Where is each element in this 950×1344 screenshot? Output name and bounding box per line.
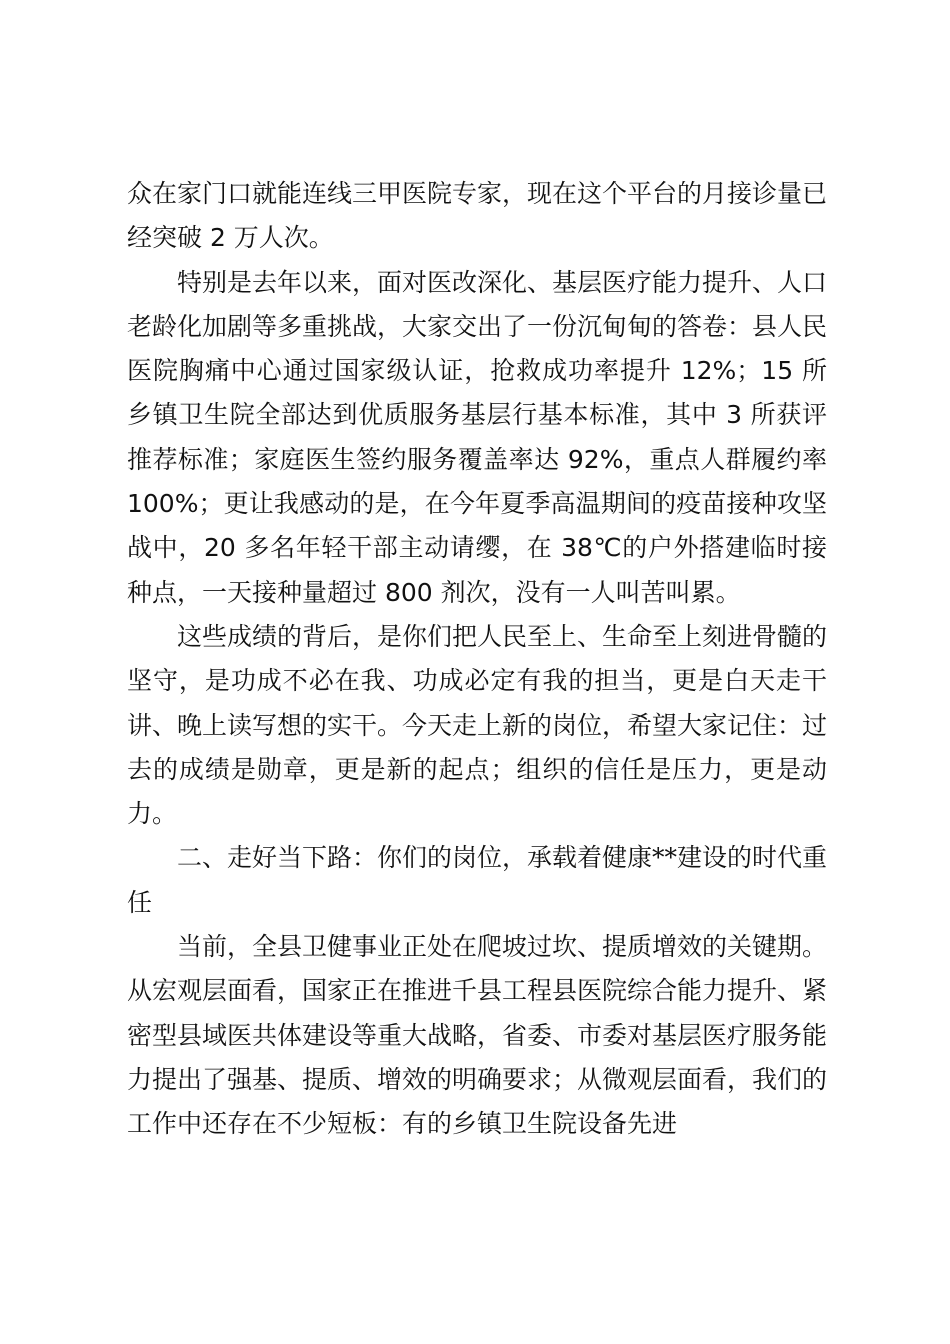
- section-heading: 二、走好当下路：你们的岗位，承载着健康**建设的时代重任: [127, 843, 828, 917]
- paragraph-achievements: 特别是去年以来，面对医改深化、基层医疗能力提升、人口老龄化加剧等多重挑战，大家交出了一份沉甸甸的答卷：县人民医院胸痛中心通过国家级认证，抢救成功率提升 12%；15 所乡镇卫生院全部达到优质服务基层行基本标准，其中 3 所获评推荐标准；家庭医生签约服务覆盖率达 92%，重点人群履约率 100%；更让我感动的是，在今年夏季高温期间的疫苗接种攻坚战中，20 多名年轻干部主动请缨，在 38℃的户外搭建临时接种点，一天接种量超过 800 剂次，没有一人叫苦叫累。: [127, 267, 828, 607]
- paragraph-reflection: 这些成绩的背后，是你们把人民至上、生命至上刻进骨髓的坚守，是功成不必在我、功成必定有我的担当，更是白天走干讲、晚上读写想的实干。今天走上新的岗位，希望大家记住：过去的成绩是勋章，更是新的起点；组织的信任是压力，更是动力。: [127, 621, 828, 829]
- paragraph-current-situation: 当前，全县卫健事业正处在爬坡过坎、提质增效的关键期。从宏观层面看，国家正在推进千县工程县医院综合能力提升、紧密型县域医共体建设等重大战略，省委、市委对基层医疗服务能力提出了强基、提质、增效的明确要求；从微观层面看，我们的工作中还存在不少短板：有的乡镇卫生院设备先进: [127, 932, 828, 1139]
- document-body: [127, 172, 827, 1147]
- paragraph-continuation: 众在家门口就能连线三甲医院专家，现在这个平台的月接诊量已经突破 2 万人次。: [127, 179, 828, 253]
